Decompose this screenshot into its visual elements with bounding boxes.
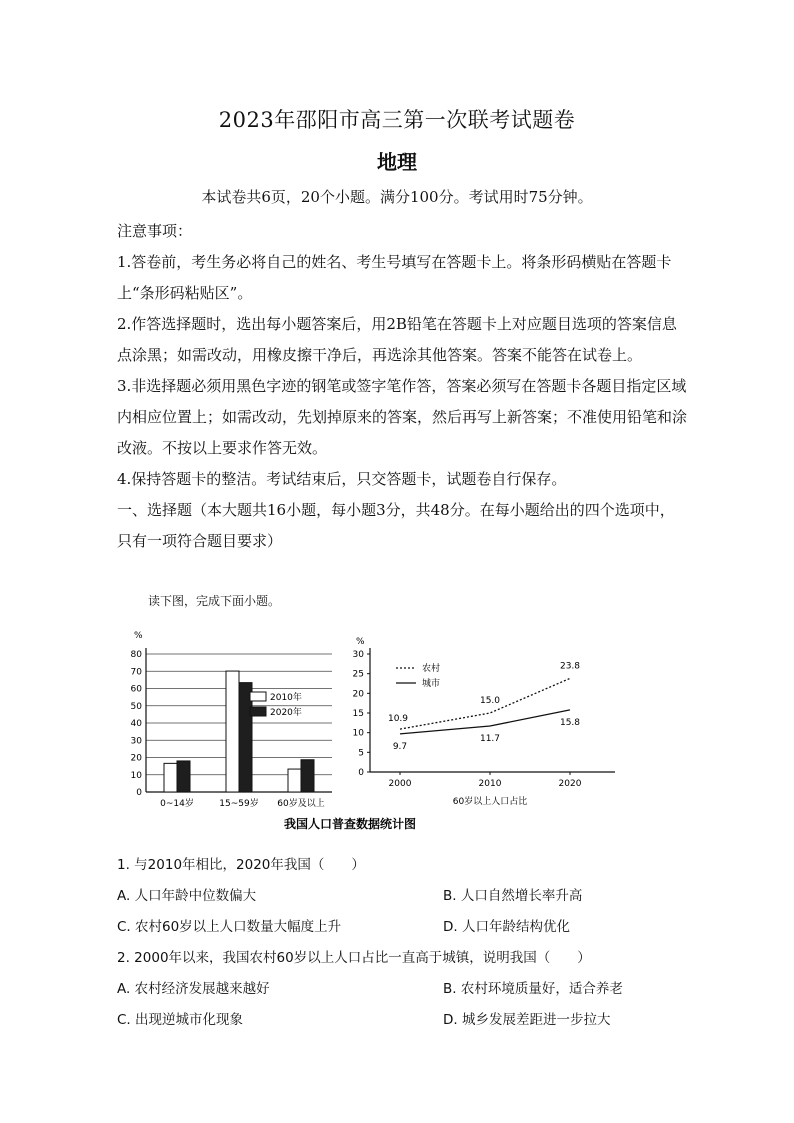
line-x-tick-label: 2000 [388,779,412,789]
line-data-label: 15.8 [559,717,581,728]
bar-y-tick-label: 60 [130,684,142,695]
line-y-tick-label: 15 [352,709,364,719]
line-series-城市 [400,710,570,734]
line-y-tick-label: 25 [352,669,364,680]
notes-section [117,216,687,557]
note-item-1: 1.答卷前，考生务必将自己的姓名、考生号填写在答题卡上。将条形码横贴在答题卡上“条形码粘贴区”。 [117,253,672,302]
q1-option-d[interactable]: D. 人口年龄结构优化 [443,919,570,935]
question-1-stem: 1. 与2010年相比，2020年我国（ ） [117,857,365,873]
bar-2020年-0~14岁 [177,761,190,792]
bar-y-tick-label: 30 [130,736,142,747]
line-data-label: 9.7 [392,741,408,752]
bar-y-unit: % [134,631,143,641]
q2-option-a[interactable]: A. 农村经济发展越来越好 [117,981,270,997]
line-data-label: 23.8 [559,661,581,672]
q2-option-c[interactable]: C. 出现逆城市化现象 [117,1012,244,1028]
bar-legend-swatch-2020年 [250,707,266,716]
bar-x-tick-label: 15~59岁 [219,799,259,809]
bar-y-tick-label: 70 [130,667,142,678]
note-item-2: 2.作答选择题时，选出每小题答案后，用2B铅笔在答题卡上对应题目选项的答案信息点涂黑；如需改动，用橡皮擦干净后，再选涂其他答案。答案不能答在试卷上。 [117,315,677,364]
subject-title: 地理 [377,150,417,174]
notes-heading: 注意事项： [117,222,193,240]
note-item-3: 3.非选择题必须用黑色字迹的钢笔或签字笔作答，答案必须写在答题卡各题目指定区域内相应位置上；如需改动，先划掉原来的答案，然后再写上新答案；不准使用铅笔和涂改液。不按以上要求作答无效。 [117,377,688,457]
bar-y-tick-label: 10 [130,770,142,781]
elderly-share-line-chart [353,637,615,807]
bar-y-tick-label: 40 [130,719,142,729]
q2-option-d[interactable]: D. 城乡发展差距进一步拉大 [443,1012,611,1028]
bar-y-tick-label: 20 [130,753,142,764]
line-x-tick-label: 2010 [478,779,502,789]
bar-legend-label: 2020年 [270,708,302,718]
line-data-label: 10.9 [387,714,409,725]
bar-y-tick-label: 0 [136,788,142,798]
reading-instruction: 读下图，完成下面小题。 [148,594,281,608]
bar-2010年-15~59岁 [226,671,239,792]
line-data-label: 11.7 [479,733,501,744]
bar-y-tick-label: 50 [130,701,142,712]
bar-x-tick-label: 60岁及以上 [277,799,325,809]
line-y-tick-label: 10 [352,728,364,739]
line-y-tick-label: 20 [352,689,364,700]
line-x-tick-label: 2020 [558,779,582,789]
bar-y-tick-label: 80 [130,650,142,660]
line-y-unit: % [356,637,365,647]
age-structure-bar-chart [131,631,332,809]
q1-option-c[interactable]: C. 农村60岁以上人口数量大幅度上升 [117,919,342,935]
section-heading: 一、选择题（本大题共16小题，每小题3分，共48分。在每小题给出的四个选项中，只有一项符合题目要求） [117,501,675,550]
bar-legend-label: 2010年 [270,693,302,703]
line-y-tick-label: 0 [358,768,364,778]
line-y-tick-label: 30 [352,650,364,660]
bar-x-tick-label: 0~14岁 [160,799,194,809]
q1-option-a[interactable]: A. 人口年龄中位数偏大 [117,888,257,904]
line-x-axis-title: 60岁以上人口占比 [452,797,528,807]
question-2-stem: 2. 2000年以来，我国农村60岁以上人口占比一直高于城镇，说明我国（ ） [117,950,591,966]
exam-intro: 本试卷共6页，20个小题。满分100分。考试用时75分钟。 [201,188,593,206]
bar-2010年-0~14岁 [164,763,177,792]
q2-option-b[interactable]: B. 农村环境质量好，适合养老 [443,981,623,997]
q1-option-b[interactable]: B. 人口自然增长率升高 [443,888,583,904]
bar-2020年-60岁及以上 [301,760,314,792]
bar-2010年-60岁及以上 [288,769,301,792]
note-item-4: 4.保持答题卡的整洁。考试结束后，只交答题卡，试题卷自行保存。 [117,470,567,488]
line-y-tick-label: 5 [358,748,364,759]
line-data-label: 15.0 [479,696,501,706]
line-legend-label: 农村 [422,664,441,674]
bar-legend-swatch-2010年 [250,692,266,701]
exam-title: 2023年邵阳市高三第一次联考试题卷 [218,108,576,132]
figure-caption: 我国人口普查数据统计图 [283,817,417,831]
line-legend-label: 城市 [422,679,441,689]
population-census-figure [120,622,620,837]
